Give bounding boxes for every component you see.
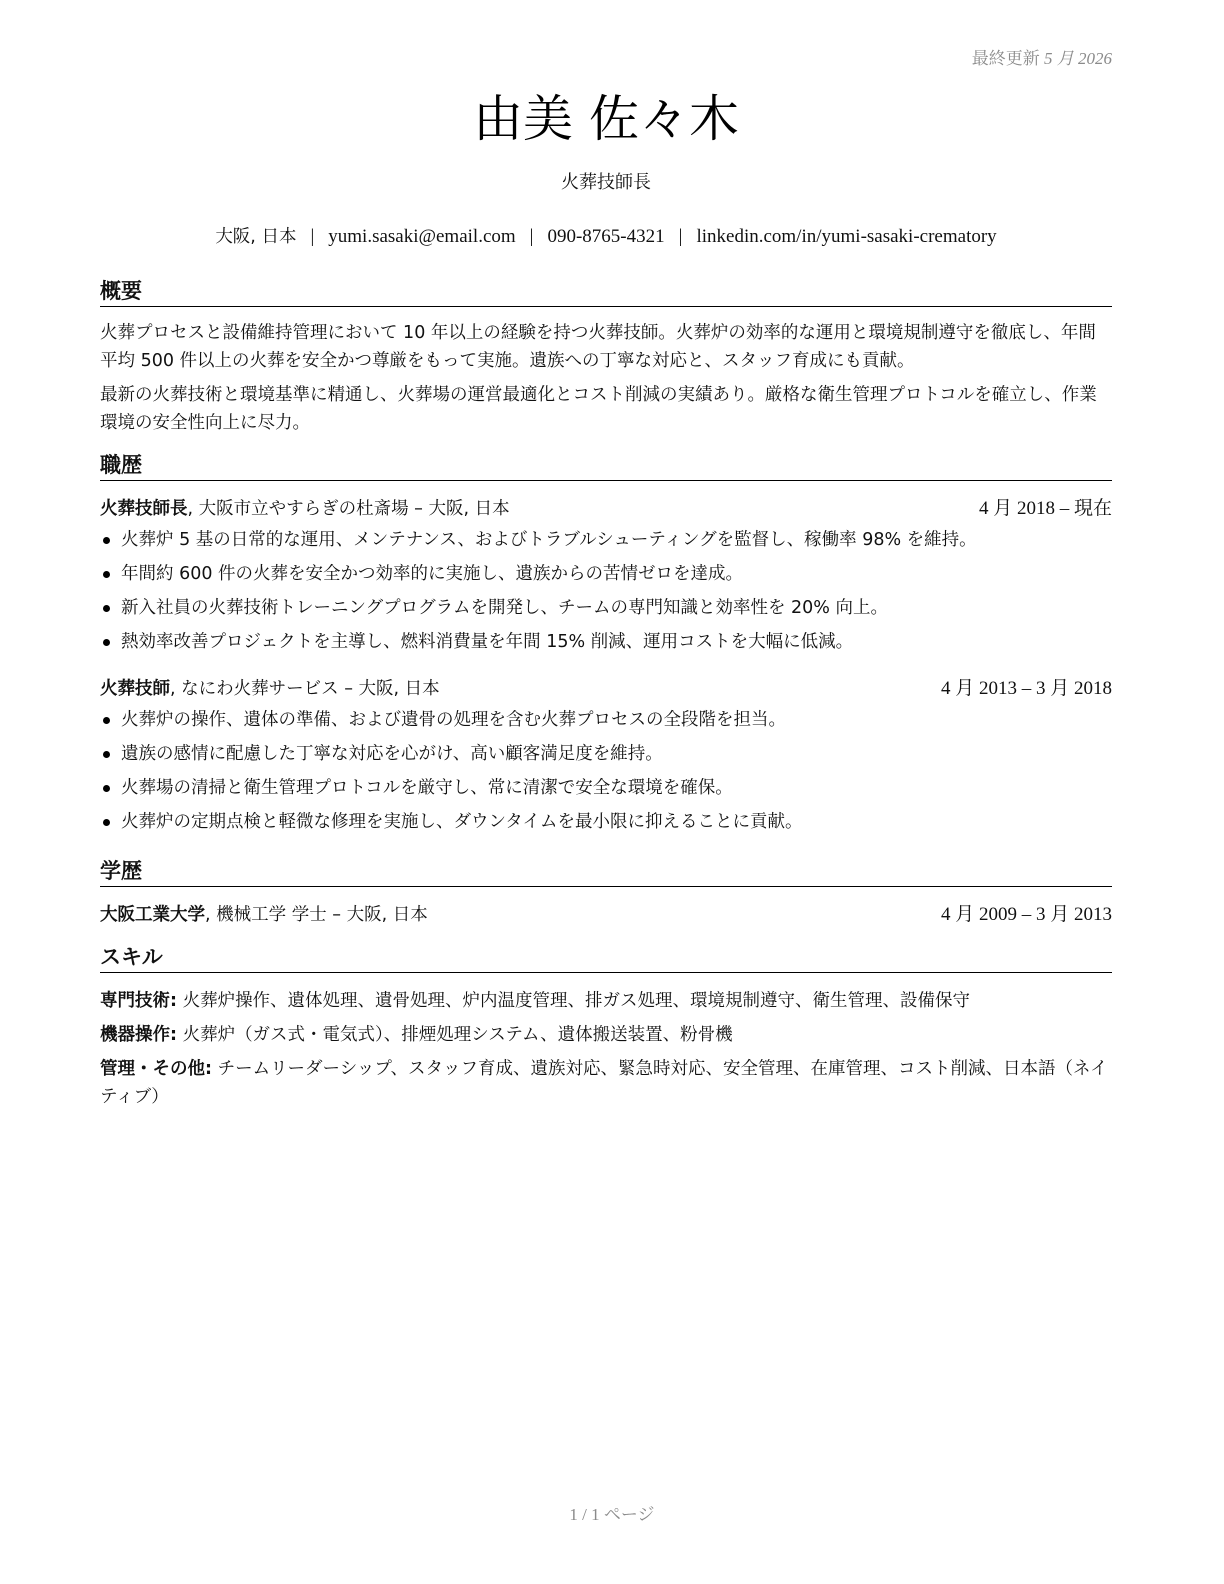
summary-section <box>100 276 1112 437</box>
bullet-icon <box>103 537 110 544</box>
skill-label: 機器操作: <box>100 1025 177 1045</box>
candidate-name: 由美 佐々木 <box>473 90 739 148</box>
last-updated-label: 最終更新 <box>971 49 1040 68</box>
education-entry <box>100 901 1112 929</box>
skill-text: 火葬炉（ガス式・電気式）、排煙処理システム、遺体搬送装置、粉骨機 <box>177 1025 733 1045</box>
last-updated-month: 5 月 <box>1044 49 1074 68</box>
job-dates: 4 月 2013 – 3 月 2018 <box>940 678 1112 699</box>
skill-label: 管理・その他: <box>100 1059 212 1079</box>
job-role: 火葬技師 <box>100 679 170 699</box>
bullet-icon <box>103 605 110 612</box>
contact-separator: | <box>678 226 683 247</box>
contact-location: 大阪, 日本 <box>215 227 297 247</box>
education-dates: 4 月 2009 – 3 月 2013 <box>940 904 1112 925</box>
job-bullets <box>100 523 1112 659</box>
job-entry <box>100 495 1112 659</box>
bullet-icon <box>103 639 110 646</box>
experience-heading: 職歴 <box>100 450 1112 481</box>
job-header <box>100 495 1112 523</box>
job-bullets <box>100 703 1112 839</box>
last-updated <box>972 44 1112 69</box>
candidate-title: 火葬技師長 <box>561 172 651 193</box>
contact-separator: | <box>310 226 315 247</box>
skills-section <box>100 942 1112 1111</box>
bullet-icon <box>103 819 110 826</box>
job-bullet: 新入社員の火葬技術トレーニングプログラムを開発し、チームの専門知識と効率性を 20% 向上。 <box>100 591 1112 625</box>
bullet-icon <box>103 717 110 724</box>
contact-separator: | <box>529 226 534 247</box>
contact-email[interactable]: yumi.sasaki@email.com <box>328 226 516 247</box>
experience-section <box>100 450 1112 839</box>
job-bullet: 火葬炉の操作、遺体の準備、および遺骨の処理を含む火葬プロセスの全段階を担当。 <box>100 703 1112 737</box>
skill-line <box>100 1021 1112 1049</box>
skill-text: チームリーダーシップ、スタッフ育成、遺族対応、緊急時対応、安全管理、在庫管理、コスト削減、日本語（ネイティブ） <box>100 1059 1108 1107</box>
last-updated-year: 2026 <box>1078 49 1112 68</box>
education-section <box>100 856 1112 929</box>
bullet-icon <box>103 785 110 792</box>
job-bullet: 熱効率改善プロジェクトを主導し、燃料消費量を年間 15% 削減、運用コストを大幅に低減。 <box>100 625 1112 659</box>
bullet-icon <box>103 751 110 758</box>
job-org: , なにわ火葬サービス – 大阪, 日本 <box>170 679 440 699</box>
job-bullet: 遺族の感情に配慮した丁寧な対応を心がけ、高い顧客満足度を維持。 <box>100 737 1112 771</box>
job-entry <box>100 675 1112 839</box>
skill-label: 専門技術: <box>100 991 177 1011</box>
contact-linkedin[interactable]: linkedin.com/in/yumi-sasaki-crematory <box>696 226 997 247</box>
bullet-icon <box>103 571 110 578</box>
job-header <box>100 675 1112 703</box>
skill-text: 火葬炉操作、遺体処理、遺骨処理、炉内温度管理、排ガス処理、環境規制遵守、衛生管理、設備保守 <box>177 991 971 1011</box>
education-school: 大阪工業大学 <box>100 905 205 925</box>
contact-phone[interactable]: 090-8765-4321 <box>547 226 665 247</box>
job-role: 火葬技師長 <box>100 499 188 519</box>
summary-heading: 概要 <box>100 276 1112 307</box>
summary-paragraph: 最新の火葬技術と環境基準に精通し、火葬場の運営最適化とコスト削減の実績あり。厳格な衛生管理プロトコルを確立し、作業環境の安全性向上に尽力。 <box>100 385 1097 433</box>
education-heading: 学歴 <box>100 856 1112 887</box>
education-detail: , 機械工学 学士 – 大阪, 日本 <box>205 905 428 925</box>
job-bullet: 年間約 600 件の火葬を安全かつ効率的に実施し、遺族からの苦情ゼロを達成。 <box>100 557 1112 591</box>
job-dates: 4 月 2018 – 現在 <box>978 498 1112 519</box>
page-number: 1 / 1 ページ <box>569 1505 655 1524</box>
contact-line <box>100 224 1112 250</box>
job-bullet: 火葬場の清掃と衛生管理プロトコルを厳守し、常に清潔で安全な環境を確保。 <box>100 771 1112 805</box>
summary-paragraph: 火葬プロセスと設備維持管理において 10 年以上の経験を持つ火葬技師。火葬炉の効率的な運用と環境規制遵守を徹底し、年間平均 500 件以上の火葬を安全かつ尊厳をもって実施。遺族への丁寧な対応と、スタッフ育成にも貢献。 <box>100 323 1096 371</box>
job-bullet: 火葬炉の定期点検と軽微な修理を実施し、ダウンタイムを最小限に抑えることに貢献。 <box>100 805 1112 839</box>
job-bullet: 火葬炉 5 基の日常的な運用、メンテナンス、およびトラブルシューティングを監督し、稼働率 98% を維持。 <box>100 523 1112 557</box>
skill-line <box>100 987 1112 1015</box>
job-org: , 大阪市立やすらぎの杜斎場 – 大阪, 日本 <box>187 499 510 519</box>
skill-line <box>100 1055 1112 1111</box>
skills-heading: スキル <box>100 942 1112 973</box>
